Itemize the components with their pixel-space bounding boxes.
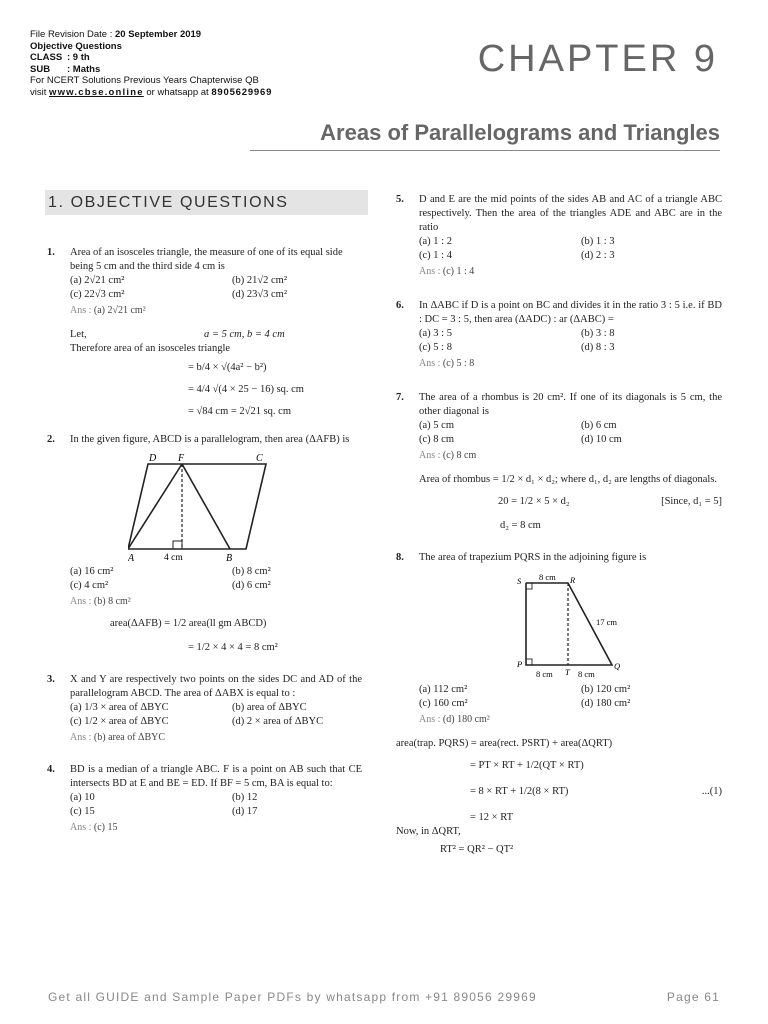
option-c: (c) 22√3 cm² [70,289,125,300]
answer [419,449,722,463]
option-d: (d) 6 cm² [232,580,271,591]
revision-label: File Revision Date : [30,29,116,40]
option-c: (c) 1/2 × area of ΔBYC [70,716,169,727]
answer-value: (d) 180 cm² [442,714,490,725]
question-text: X and Y are respectively two points on the sides DC and AD of the parallelogram ABCD. The area of ΔABX is equal to : [70,674,362,699]
question-text: D and E are the mid points of the sides AB and AC of a triangle ABC respectively. Then the area of the triangles ADE and ABC are in the ratio [419,194,722,233]
solution [396,737,722,857]
equation-ref: ...(1) [701,786,722,797]
parallelogram-figure [128,451,278,563]
option-b: (b) 6 cm [581,420,617,431]
options [419,327,722,355]
question-number: 8. [396,552,404,563]
options [70,791,362,819]
answer-value: (c) 5 : 8 [442,358,475,369]
answer-label: Ans : [419,266,443,277]
option-c: (c) 4 cm² [70,580,109,591]
answer [70,731,362,745]
right-angle-mark [173,541,182,549]
solution-equation: = √84 cm = 2√21 sq. cm [188,406,291,417]
options [419,235,722,263]
question-6 [396,299,722,371]
option-c: (c) 1 : 4 [419,250,452,261]
label-tq-8cm: 8 cm [578,669,595,679]
answer-label: Ans : [70,732,94,743]
label-pt-8cm: 8 cm [536,669,553,679]
solution-line: Area of rhombus = 1/2 × d₁ × d₂; where d₁, d₂ are lengths of diagonals. [419,474,718,485]
label-f: F [178,453,185,464]
question-4 [47,763,362,835]
option-a: (a) 3 : 5 [419,328,452,339]
answer-label: Ans : [70,822,94,833]
solution-equation-row [396,785,722,799]
label-b: B [226,553,233,563]
solution-equation: area(trap. PQRS) = area(rect. PSRT) + area(ΔQRT) [396,738,613,749]
solution-equation: d₂ = 8 cm [500,520,541,531]
section-heading: 1. OBJECTIVE QUESTIONS [45,190,368,215]
label-r: R [570,575,576,585]
question-1 [47,246,362,419]
label-t: T [565,667,570,677]
option-c: (c) 8 cm [419,434,454,445]
whatsapp-number: 8905629969 [211,86,273,98]
answer-label: Ans : [419,714,443,725]
label-d: D [149,453,157,464]
sub-label: SUB [30,63,51,75]
question-text: In the given figure, ABCD is a parallelogram, then area (ΔAFB) is [70,434,350,445]
option-d: (d) 180 cm² [581,698,631,709]
solution-line: Therefore area of an isosceles triangle [70,343,231,354]
label-a: A [128,553,135,563]
answer [70,304,362,318]
solution-equation: = 8 × RT + 1/2(8 × RT) [470,786,569,797]
solution-equation: = 4/4 √(4 × 25 − 16) sq. cm [188,384,304,395]
question-text: Area of an isosceles triangle, the measure of one of its equal side being 5 cm and the third side 4 cm is [70,247,343,272]
footer-text: Get all GUIDE and Sample Paper PDFs by whatsapp from +91 89056 29969 [48,990,537,1004]
revision-date: 20 September 2019 [115,29,202,40]
chapter-title: Areas of Parallelograms and Triangles [320,120,720,145]
right-angle-s [526,583,532,589]
answer-value: (b) 8 cm² [93,596,131,607]
option-a: (a) 16 cm² [70,566,114,577]
title-rule [250,150,720,151]
page-footer [48,990,720,1004]
visit-label: visit [30,86,49,98]
option-a: (a) 1 : 2 [419,236,452,247]
options [70,274,362,302]
solution-equation: = 1/2 × 4 × 4 = 8 cm² [188,642,278,653]
option-b: (b) 8 cm² [232,566,271,577]
options [70,701,362,729]
answer-label: Ans : [70,596,94,607]
header-meta [30,29,272,98]
solution-equation: = PT × RT + 1/2(QT × RT) [470,760,584,771]
label-s: S [517,576,522,586]
solution-equation: area(ΔAFB) = 1/2 area(ll gm ABCD) [110,618,267,629]
chapter-heading: CHAPTER 9 [477,38,718,80]
question-number: 5. [396,194,404,205]
option-d: (d) 2 × area of ΔBYC [232,716,324,727]
solution-equation: = 12 × RT [470,812,514,823]
question-number: 3. [47,674,55,685]
page-number: Page 61 [666,990,720,1004]
answer [419,265,722,279]
options [70,565,362,593]
question-number: 2. [47,434,55,445]
right-angle-p [526,659,532,665]
line-fb [182,464,230,549]
sub-line [30,64,272,76]
solution-line: Now, in ΔQRT, [396,826,461,837]
answer-label: Ans : [419,450,443,461]
objective-label: Objective Questions [30,40,122,52]
answer-value: (c) 8 cm [442,450,477,461]
label-top-8cm: 8 cm [539,572,556,582]
option-a: (a) 2√21 cm² [70,275,125,286]
option-a: (a) 10 [70,792,95,803]
answer-value: (a) 2√21 cm² [93,305,146,316]
question-5 [396,193,722,279]
label-c: C [256,453,263,464]
site-link[interactable]: www.cbse.online [49,86,144,98]
question-text: BD is a median of a triangle ABC. F is a point on AB such that CE intersects BD at E and BE = ED. If BF = 5 cm, BA is equal to: [70,764,362,789]
option-d: (d) 17 [232,806,258,817]
answer-value: (c) 1 : 4 [442,266,475,277]
answer-label: Ans : [419,358,443,369]
option-c: (c) 5 : 8 [419,342,452,353]
solution-equation: 20 = 1/2 × 5 × d₂ [498,496,570,507]
right-column [396,193,722,871]
option-b: (b) 12 [232,792,258,803]
question-number: 1. [47,247,55,258]
whatsapp-label: or whatsapp at [143,86,212,98]
question-text: In ΔABC if D is a point on BC and divides it in the ratio 3 : 5 i.e. if BD : DC = 3 : 5, then area (ΔADC) : ar (ΔABC) = [419,300,722,325]
question-text: The area of trapezium PQRS in the adjoining figure is [419,552,647,563]
line-af [128,464,182,549]
label-p: P [517,659,523,669]
option-d: (d) 2 : 3 [581,250,615,261]
answer-label: Ans : [70,305,94,316]
option-c: (c) 15 [70,806,95,817]
solution [70,328,362,419]
option-a: (a) 5 cm [419,420,454,431]
option-a: (a) 112 cm² [419,684,468,695]
left-column [47,246,362,849]
options [419,683,722,711]
question-2 [47,433,362,655]
option-c: (c) 160 cm² [419,698,468,709]
option-d: (d) 8 : 3 [581,342,615,353]
objective-line [30,41,272,53]
solution-equation: RT² = QR² − QT² [440,844,514,855]
question-number: 7. [396,392,404,403]
solution-note: [Since, d₁ = 5] [661,496,722,507]
answer [70,821,362,835]
question-number: 4. [47,764,55,775]
answer [70,595,362,609]
solution [396,471,722,533]
parallelogram-shape [128,464,266,549]
sub-value: : Maths [67,63,101,75]
question-3 [47,673,362,745]
trapezium-figure [504,571,634,681]
solution-equation: = b/4 × √(4a² − b²) [188,362,267,373]
answer-value: (c) 15 [93,822,118,833]
option-b: (b) 3 : 8 [581,328,615,339]
solution-line: Let, a = 5 cm, b = 4 cm [70,329,285,340]
option-d: (d) 10 cm [581,434,622,445]
question-8 [396,551,722,857]
option-b: (b) 1 : 3 [581,236,615,247]
visit-line [30,87,272,99]
class-value: : 9 th [67,52,90,63]
revision-line [30,29,272,41]
options [419,419,722,447]
option-b: (b) 21√2 cm² [232,275,287,286]
class-label: CLASS [30,52,63,63]
option-a: (a) 1/3 × area of ΔBYC [70,702,169,713]
class-line [30,52,272,64]
solution [70,617,362,655]
option-d: (d) 23√3 cm² [232,289,287,300]
option-b: (b) 120 cm² [581,684,631,695]
answer-value: (b) area of ΔBYC [93,732,166,743]
question-7 [396,391,722,533]
label-4cm: 4 cm [164,553,183,563]
option-b: (b) area of ΔBYC [232,702,307,713]
question-text: The area of a rhombus is 20 cm². If one of its diagonals is 5 cm, the other diagonal is [419,392,722,417]
label-q: Q [614,661,621,671]
question-number: 6. [396,300,404,311]
ncert-line: For NCERT Solutions Previous Years Chapterwise QB [30,75,259,86]
label-17cm: 17 cm [596,617,618,627]
solution-equation-row [396,495,722,509]
answer [419,713,722,727]
answer [419,357,722,371]
